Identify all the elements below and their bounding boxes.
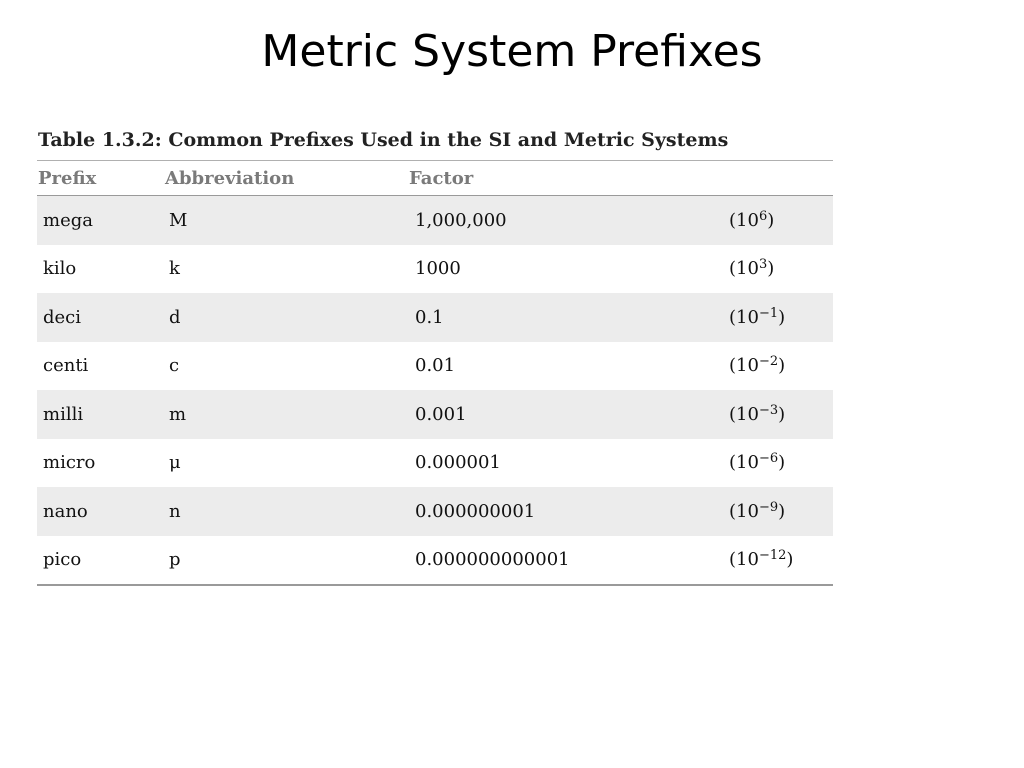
power-base: (10 — [729, 452, 759, 474]
prefix-table — [37, 124, 833, 586]
power-exponent: −6 — [758, 451, 779, 467]
table-row — [37, 293, 833, 342]
cell-power — [729, 549, 833, 570]
power-exponent: 3 — [758, 257, 768, 273]
power-base: (10 — [729, 355, 759, 377]
slide-title: Metric System Prefixes — [261, 26, 763, 77]
cell-prefix: deci — [43, 306, 82, 328]
power-close: ) — [786, 549, 794, 571]
cell-power — [729, 210, 833, 231]
header-abbreviation: Abbreviation — [165, 167, 295, 189]
cell-power — [729, 258, 833, 279]
power-exponent: −1 — [758, 305, 779, 321]
cell-abbreviation: d — [169, 306, 181, 328]
power-close: ) — [767, 209, 775, 231]
cell-abbreviation: n — [169, 500, 181, 522]
power-exponent: −3 — [758, 402, 779, 418]
cell-prefix: micro — [43, 452, 96, 474]
table-row — [37, 245, 833, 294]
cell-prefix: milli — [43, 403, 84, 425]
power-close: ) — [778, 306, 786, 328]
power-base: (10 — [729, 306, 759, 328]
cell-abbreviation: μ — [169, 452, 181, 474]
cell-power — [729, 501, 833, 522]
power-close: ) — [778, 452, 786, 474]
cell-factor: 1000 — [415, 258, 461, 280]
cell-factor: 0.1 — [415, 306, 444, 328]
cell-abbreviation: m — [169, 403, 187, 425]
cell-prefix: mega — [43, 209, 93, 231]
table-row — [37, 536, 833, 587]
cell-power — [729, 307, 833, 328]
table-header-row — [37, 161, 833, 196]
power-base: (10 — [729, 500, 759, 522]
cell-abbreviation: k — [169, 258, 180, 280]
table-row — [37, 342, 833, 391]
table-row — [37, 196, 833, 245]
power-exponent: 6 — [758, 208, 768, 224]
cell-prefix: kilo — [43, 258, 77, 280]
cell-power — [729, 452, 833, 473]
cell-prefix: pico — [43, 549, 82, 571]
cell-power — [729, 355, 833, 376]
power-base: (10 — [729, 209, 759, 231]
power-close: ) — [778, 403, 786, 425]
table-row — [37, 390, 833, 439]
header-prefix: Prefix — [38, 167, 97, 189]
cell-power — [729, 404, 833, 425]
cell-factor: 0.000000001 — [415, 500, 536, 522]
cell-factor: 0.000000000001 — [415, 549, 570, 571]
table-row — [37, 439, 833, 488]
cell-prefix: nano — [43, 500, 88, 522]
cell-factor: 1,000,000 — [415, 209, 507, 231]
cell-factor: 0.000001 — [415, 452, 501, 474]
cell-abbreviation: c — [169, 355, 180, 377]
power-base: (10 — [729, 403, 759, 425]
cell-factor: 0.001 — [415, 403, 467, 425]
power-exponent: −12 — [758, 548, 787, 564]
power-exponent: −9 — [758, 499, 779, 515]
power-close: ) — [778, 500, 786, 522]
power-base: (10 — [729, 549, 759, 571]
table-caption: Table 1.3.2: Common Prefixes Used in the SI and Metric Systems — [37, 124, 833, 161]
power-base: (10 — [729, 258, 759, 280]
cell-prefix: centi — [43, 355, 89, 377]
cell-abbreviation: M — [169, 209, 188, 231]
power-close: ) — [767, 258, 775, 280]
cell-abbreviation: p — [169, 549, 181, 571]
power-close: ) — [778, 355, 786, 377]
header-factor: Factor — [409, 167, 474, 189]
power-exponent: −2 — [758, 354, 779, 370]
cell-factor: 0.01 — [415, 355, 456, 377]
table-row — [37, 487, 833, 536]
